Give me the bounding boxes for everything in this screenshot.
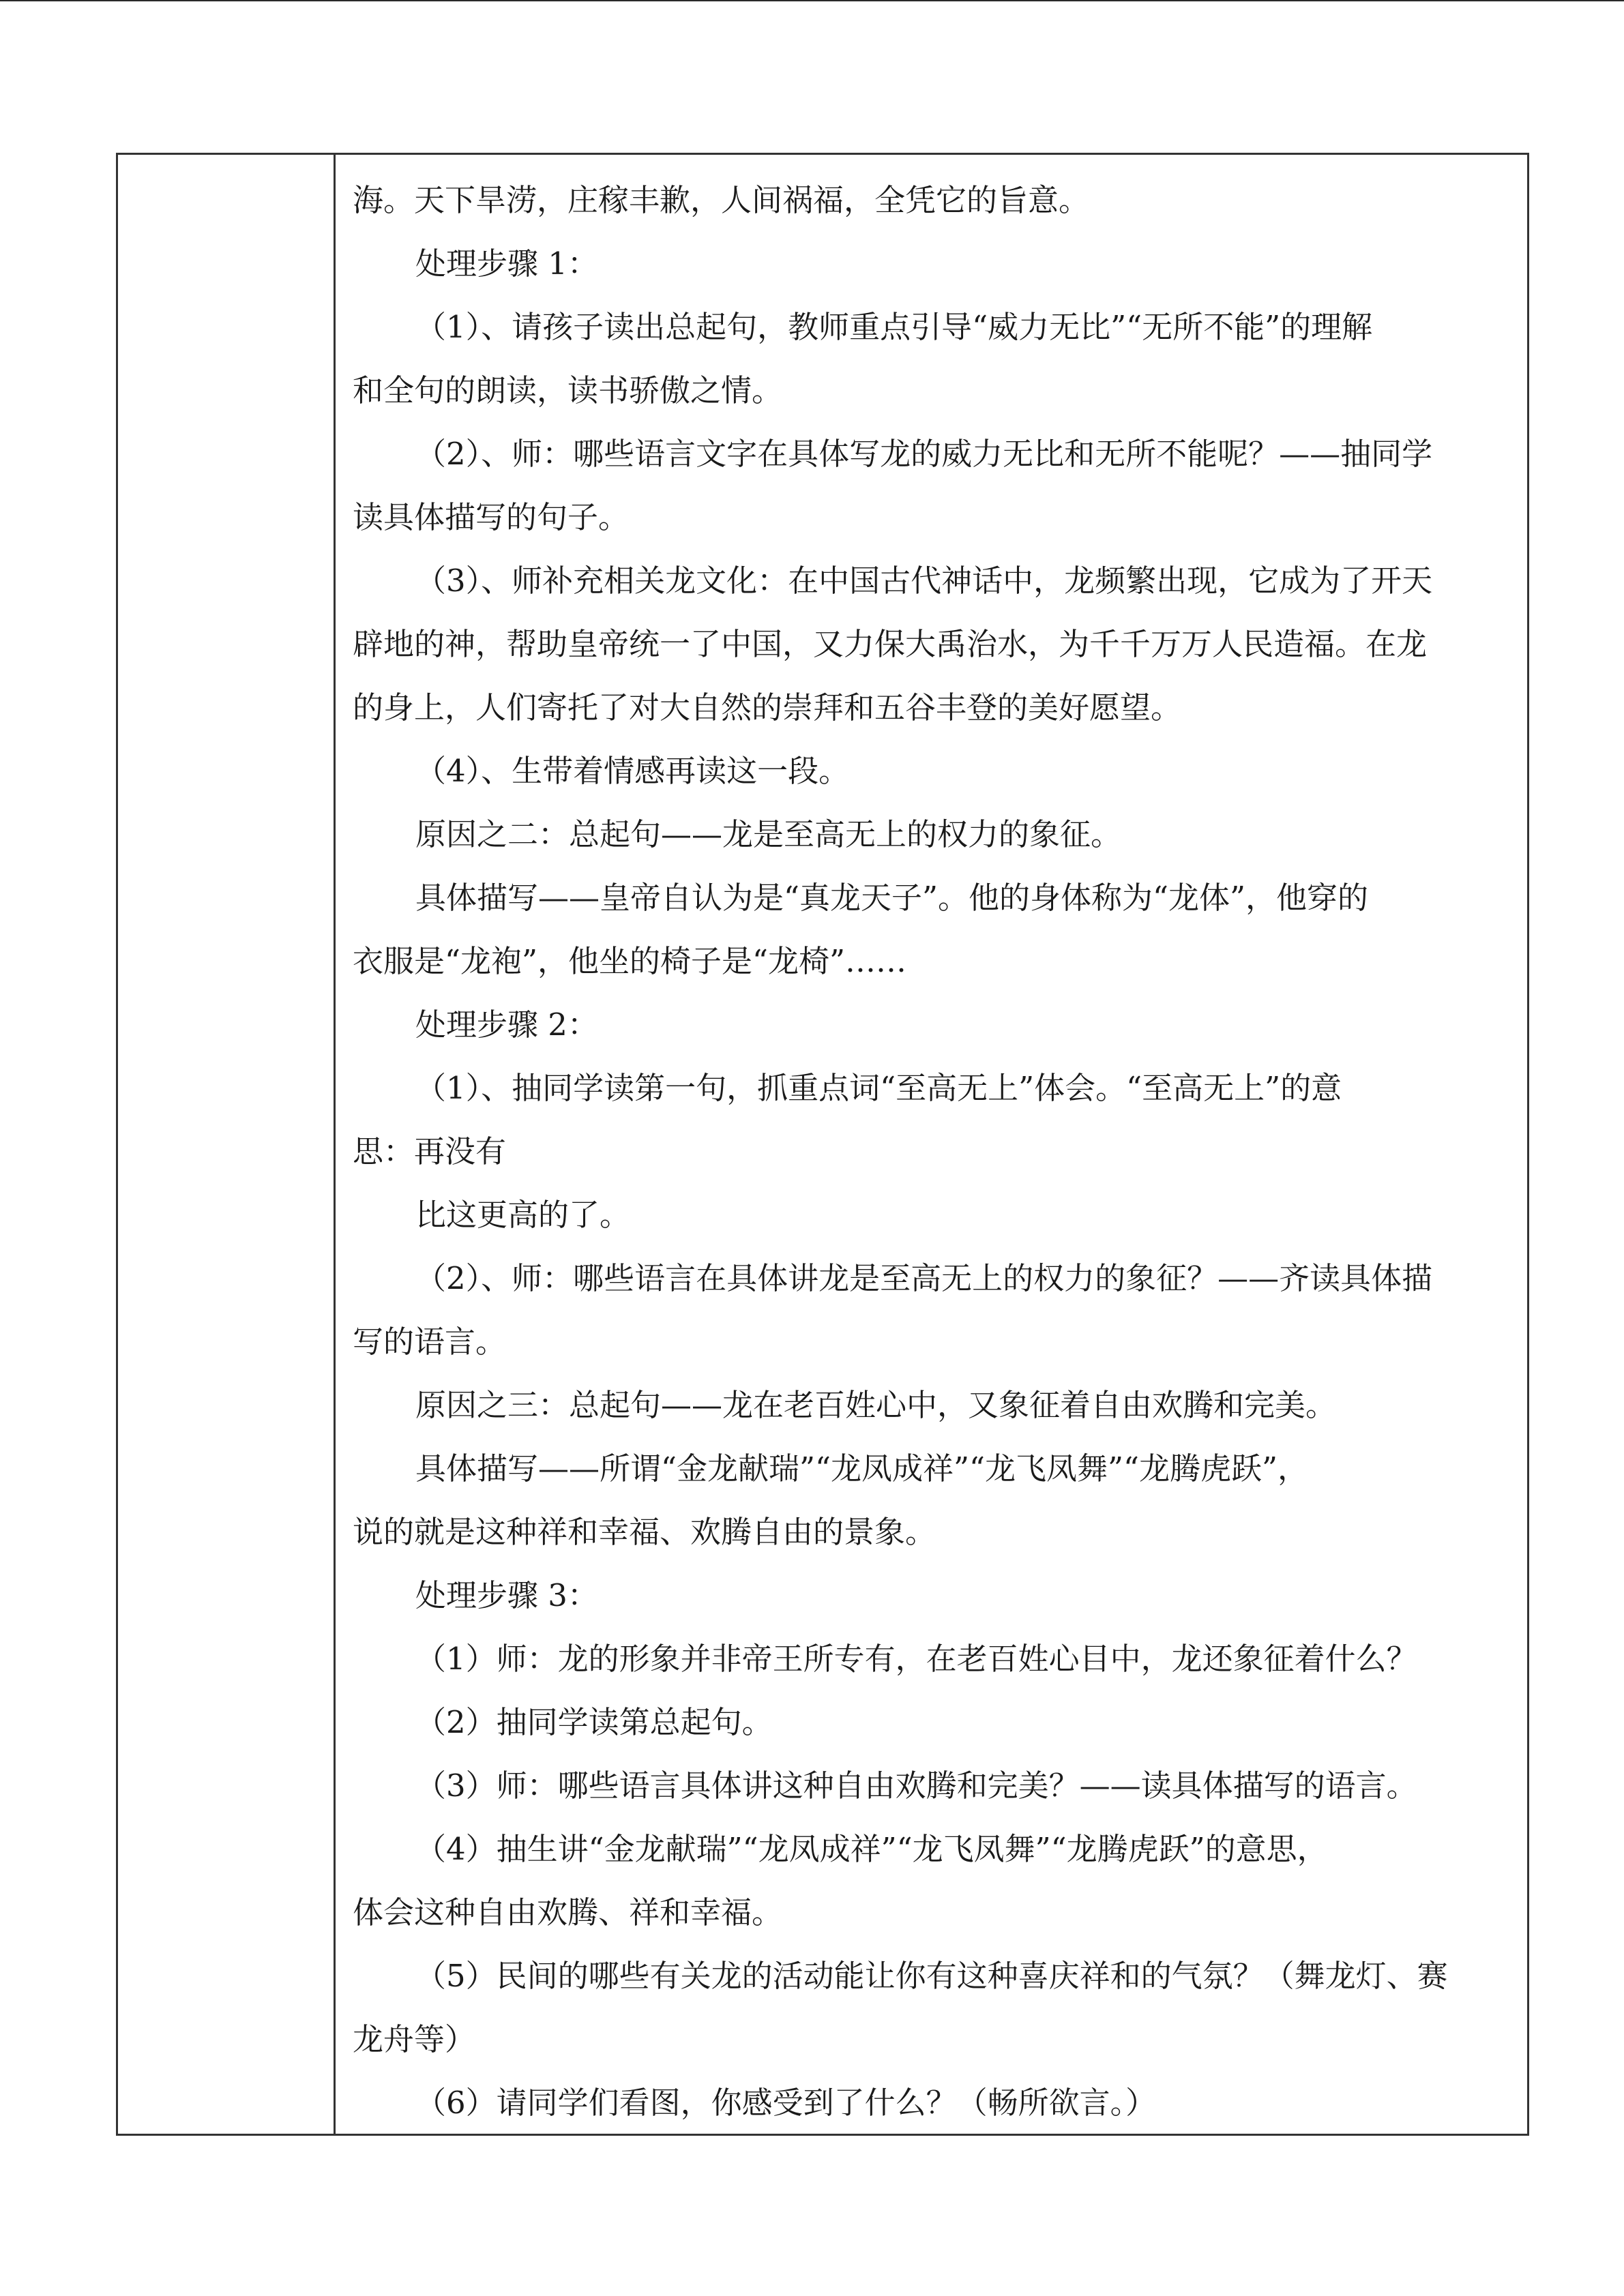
text-line: （2）抽同学读第总起句。 [415,1704,773,1740]
text-line: （2）、师：哪些语言文字在具体写龙的威力无比和无所不能呢？——抽同学 [415,436,1433,472]
table-label-column [118,155,336,2134]
text-line: 比这更高的了。 [415,1197,631,1233]
text-line: （4）、生带着情感再读这一段。 [415,753,850,789]
text-line: 体会这种自由欢腾、祥和幸福。 [353,1894,783,1930]
text-line: 衣服是“龙袍”，他坐的椅子是“龙椅”…… [353,943,907,979]
text-line: 和全句的朗读，读书骄傲之情。 [353,372,783,408]
text-line: 原因之二：总起句——龙是至高无上的权力的象征。 [415,816,1122,852]
page-top-border [0,0,1624,1]
text-line: （6）请同学们看图，你感受到了什么？（畅所欲言。） [415,2085,1157,2121]
text-line: 具体描写——所谓“金龙献瑞”“龙凤成祥”“龙飞凤舞”“龙腾虎跃”， [415,1450,1309,1487]
text-line: （4）抽生讲“金龙献瑞”“龙凤成祥”“龙飞凤舞”“龙腾虎跃”的意思， [415,1831,1328,1867]
text-line: 的身上，人们寄托了对大自然的崇拜和五谷丰登的美好愿望。 [353,689,1182,726]
text-line: 处理步骤 2： [415,1007,598,1043]
text-line: 写的语言。 [353,1324,507,1360]
text-line: （1）、请孩子读出总起句，教师重点引导“威力无比”“无所不能”的理解 [415,309,1373,345]
text-line: 海。天下旱涝，庄稼丰歉，人间祸福，全凭它的旨意。 [353,182,1090,218]
table-content-cell [338,155,1527,2134]
text-line: （5）民间的哪些有关龙的活动能让你有这种喜庆祥和的气氛？（舞龙灯、赛 [415,1958,1448,1994]
text-line: 思：再没有 [353,1133,507,1169]
text-line: 处理步骤 3： [415,1577,598,1613]
text-line: 原因之三：总起句——龙在老百姓心中，又象征着自由欢腾和完美。 [415,1387,1337,1423]
text-line: （1）师：龙的形象并非帝王所专有，在老百姓心目中，龙还象征着什么？ [415,1641,1417,1677]
text-line: 具体描写——皇帝自认为是“真龙天子”。他的身体称为“龙体”，他穿的 [415,880,1369,916]
text-line: （1）、抽同学读第一句，抓重点词“至高无上”体会。“至高无上”的意 [415,1070,1342,1106]
text-line: （3）、师补充相关龙文化：在中国古代神话中，龙频繁出现，它成为了开天 [415,563,1433,599]
text-line: 辟地的神，帮助皇帝统一了中国，又力保大禹治水，为千千万万人民造福。在龙 [353,626,1428,662]
text-line: 说的就是这种祥和幸福、欢腾自由的景象。 [353,1514,936,1550]
text-line: 读具体描写的句子。 [353,499,630,535]
text-line: 处理步骤 1： [415,245,598,282]
lesson-plan-table [116,153,1529,2136]
text-line: （2）、师：哪些语言在具体讲龙是至高无上的权力的象征？——齐读具体描 [415,1260,1433,1296]
text-line: 龙舟等） [353,2021,476,2057]
text-line: （3）师：哪些语言具体讲这种自由欢腾和完美？——读具体描写的语言。 [415,1768,1417,1804]
